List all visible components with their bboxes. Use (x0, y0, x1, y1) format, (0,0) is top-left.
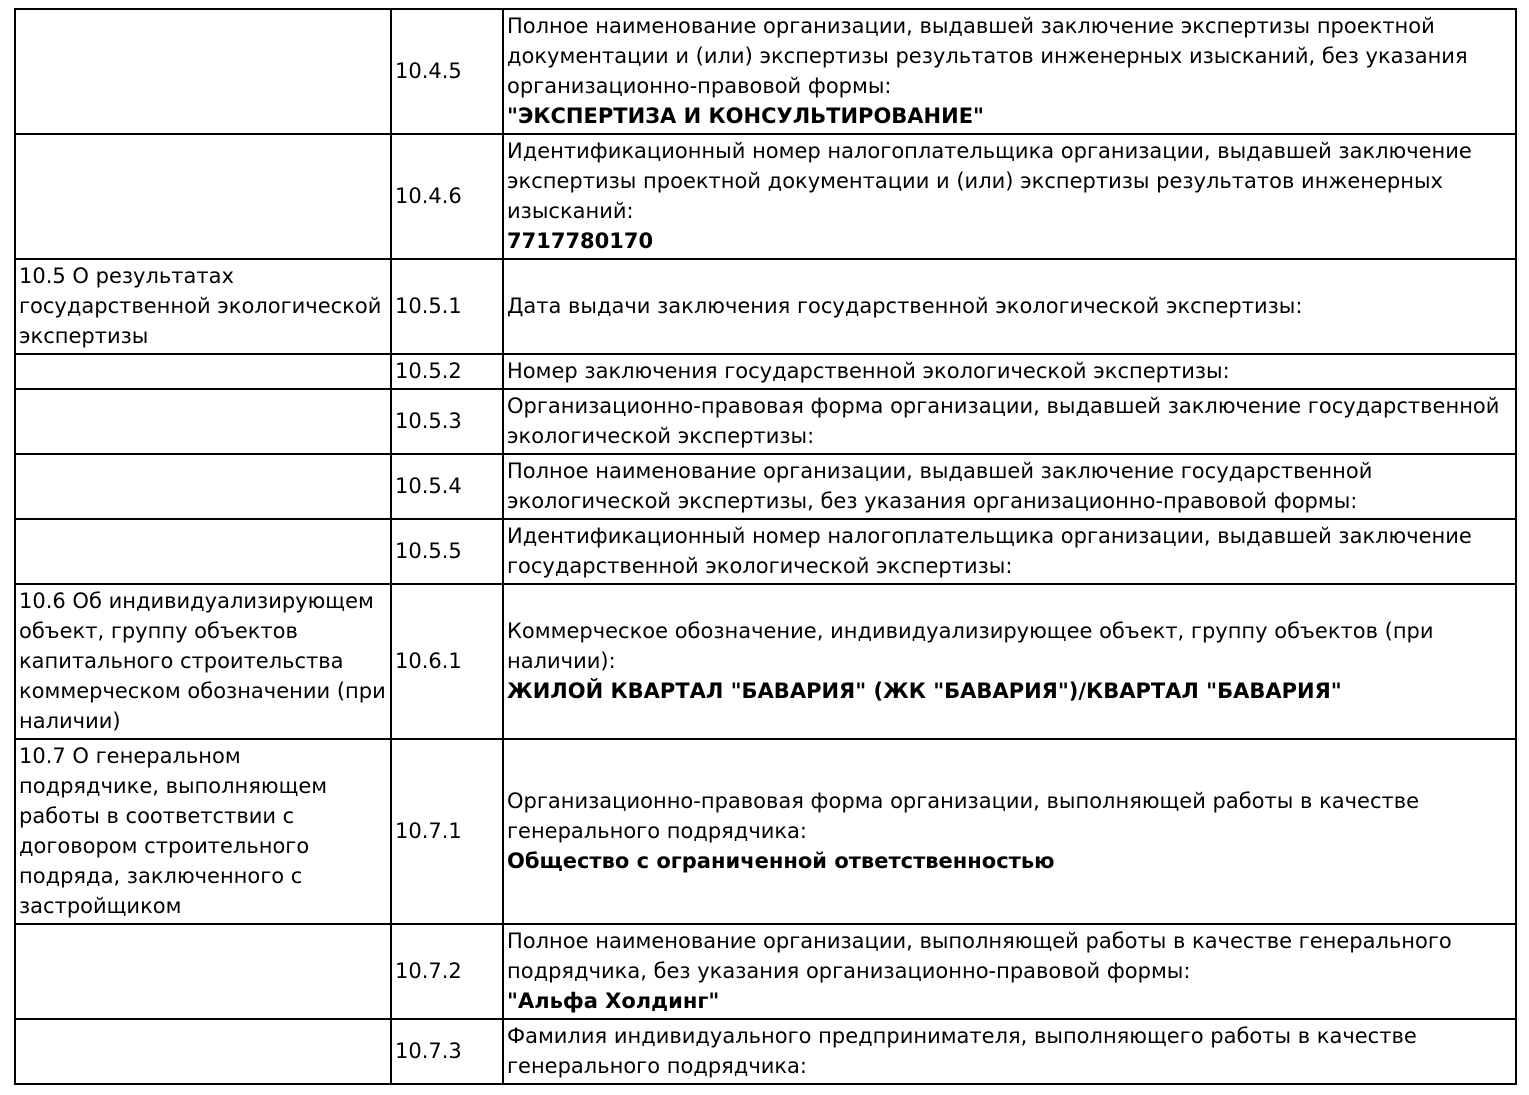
table-row (15, 924, 1516, 1019)
section-title-cell: 10.6 Об индивидуализирующем объект, группу объектов капитального строительства коммерческом обозначении (при наличии) (15, 584, 391, 739)
section-title-cell (15, 354, 391, 389)
section-title-cell: 10.5 О результатах государственной экологической экспертизы (15, 259, 391, 354)
field-value: "Альфа Холдинг" (507, 989, 720, 1013)
table-row (15, 1019, 1516, 1084)
section-title-cell: 10.7 О генеральном подрядчике, выполняющем работы в соответствии с договором строительного подряда, заключенного с застройщиком (15, 739, 391, 924)
field-cell (503, 9, 1516, 134)
field-cell (503, 739, 1516, 924)
field-label: Организационно-правовая форма организации, выполняющей работы в качестве генерального подрядчика: (507, 789, 1420, 843)
declaration-table-body (15, 9, 1516, 1084)
item-number-cell: 10.4.6 (391, 134, 503, 259)
item-number-cell: 10.7.3 (391, 1019, 503, 1084)
field-cell (503, 519, 1516, 584)
field-cell (503, 259, 1516, 354)
field-cell (503, 454, 1516, 519)
item-number-cell: 10.5.3 (391, 389, 503, 454)
section-title-cell (15, 134, 391, 259)
field-label: Фамилия индивидуального предпринимателя, выполняющего работы в качестве генерального подрядчика: (507, 1024, 1417, 1078)
field-label: Идентификационный номер налогоплательщика организации, выдавшей заключение государственной экологической экспертизы: (507, 524, 1472, 578)
section-title-cell (15, 519, 391, 584)
item-number-cell: 10.5.1 (391, 259, 503, 354)
field-value: Общество с ограниченной ответственностью (507, 849, 1055, 873)
table-row (15, 389, 1516, 454)
table-row (15, 354, 1516, 389)
section-title-cell (15, 9, 391, 134)
field-label: Коммерческое обозначение, индивидуализирующее объект, группу объектов (при наличии): (507, 619, 1434, 673)
table-row (15, 739, 1516, 924)
section-title-cell (15, 924, 391, 1019)
field-label: Полное наименование организации, выдавшей заключение экспертизы проектной документации и (или) экспертизы результатов инженерных изысканий, без указания организационно-правовой формы: (507, 14, 1468, 98)
field-cell (503, 389, 1516, 454)
item-number-cell: 10.5.4 (391, 454, 503, 519)
table-row (15, 259, 1516, 354)
item-number-cell: 10.4.5 (391, 9, 503, 134)
item-number-cell: 10.5.2 (391, 354, 503, 389)
item-number-cell: 10.7.2 (391, 924, 503, 1019)
table-row (15, 519, 1516, 584)
field-value: 7717780170 (507, 229, 654, 253)
table-row (15, 584, 1516, 739)
item-number-cell: 10.5.5 (391, 519, 503, 584)
field-cell (503, 354, 1516, 389)
field-value: ЖИЛОЙ КВАРТАЛ "БАВАРИЯ" (ЖК "БАВАРИЯ")/КВАРТАЛ "БАВАРИЯ" (507, 679, 1342, 703)
table-row (15, 454, 1516, 519)
field-label: Идентификационный номер налогоплательщика организации, выдавшей заключение экспертизы проектной документации и (или) экспертизы результатов инженерных изысканий: (507, 139, 1472, 223)
table-row (15, 134, 1516, 259)
item-number-cell: 10.7.1 (391, 739, 503, 924)
field-cell (503, 134, 1516, 259)
table-row (15, 9, 1516, 134)
field-label: Полное наименование организации, выполняющей работы в качестве генерального подрядчика, без указания организационно-правовой формы: (507, 929, 1452, 983)
section-title-cell (15, 454, 391, 519)
field-label: Номер заключения государственной экологической экспертизы: (507, 359, 1230, 383)
field-cell (503, 924, 1516, 1019)
field-label: Полное наименование организации, выдавшей заключение государственной экологической экспертизы, без указания организационно-правовой формы: (507, 459, 1373, 513)
field-cell (503, 584, 1516, 739)
field-label: Дата выдачи заключения государственной экологической экспертизы: (507, 294, 1303, 318)
section-title-cell (15, 389, 391, 454)
field-cell (503, 1019, 1516, 1084)
declaration-table (14, 8, 1517, 1085)
section-title-cell (15, 1019, 391, 1084)
item-number-cell: 10.6.1 (391, 584, 503, 739)
field-label: Организационно-правовая форма организации, выдавшей заключение государственной экологической экспертизы: (507, 394, 1500, 448)
field-value: "ЭКСПЕРТИЗА И КОНСУЛЬТИРОВАНИЕ" (507, 104, 984, 128)
